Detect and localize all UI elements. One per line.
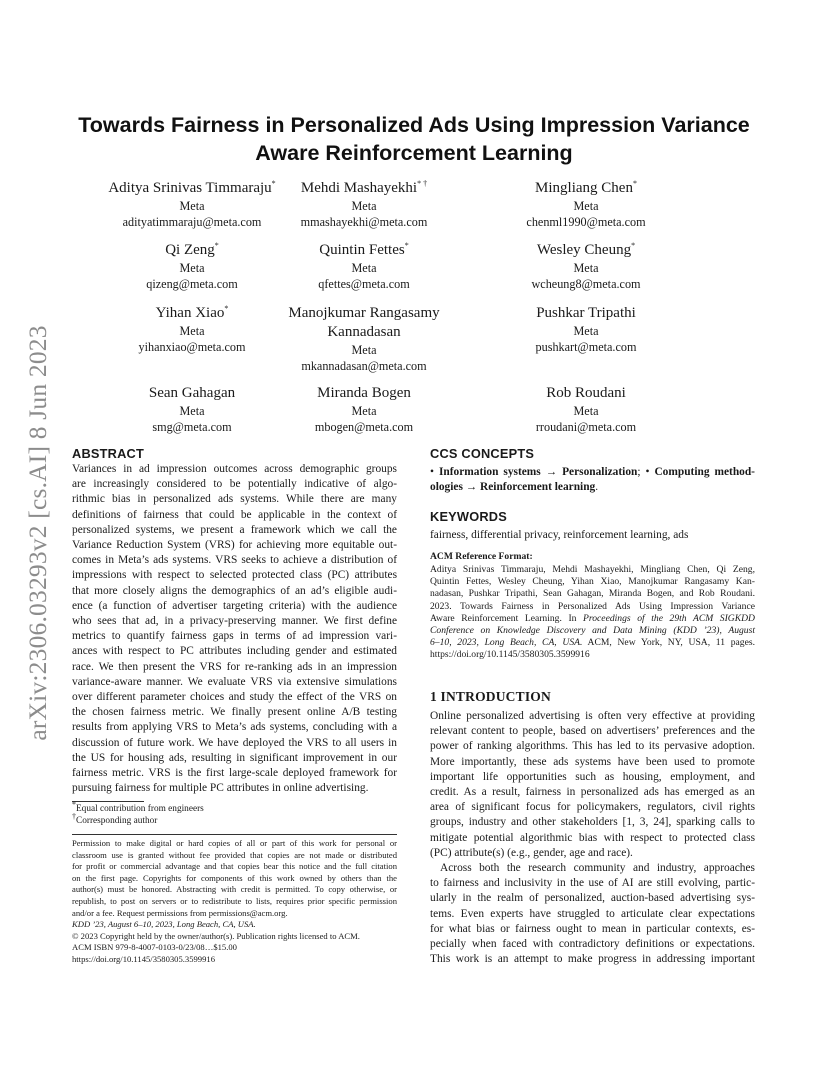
intro-line: groups, industry and other stakeholders [1, 3, 24], sparking calls to — [430, 816, 755, 829]
author-affiliation: Meta — [573, 261, 599, 275]
author-affiliation: Meta — [573, 404, 599, 418]
acm-ref-line: 6–10, 2023, Long Beach, CA, USA. ACM, New York, NY, USA, 11 pages. — [430, 637, 755, 649]
permission-block — [72, 838, 397, 966]
author-affiliation: Meta — [351, 199, 377, 213]
abstract-line: variance-aware manner. We evaluate VRS via extensive simulations — [72, 675, 397, 688]
permission-isbn: ACM ISBN 979-8-4007-0103-0/23/08…$15.00 — [72, 942, 237, 953]
author-name: Yihan Xiao* — [155, 304, 229, 321]
ccs-heading: CCS CONCEPTS — [430, 446, 535, 461]
author-name: Wesley Cheung* — [536, 241, 636, 258]
acm-ref-line: nadasan, Pushkar Tripathi, Sean Gahagan, Miranda Bogen, and Rob Roudani. — [430, 588, 755, 600]
intro-line: credit. As a result, fairness in personalized ads has emerged as an — [430, 786, 755, 799]
permission-line: for profit or commercial advantage and that copies bear this notice and the full citation — [72, 861, 397, 872]
abstract-line: discussion of future work. We have deployed the VRS to all users in — [72, 736, 397, 749]
author-affiliation: Meta — [179, 199, 205, 213]
author-card — [466, 384, 706, 436]
permission-line: and/or a fee. Request permissions from permissions@acm.org. — [72, 907, 288, 918]
abstract-line: that more closely aligns the demographics of an ad’s eligible audi- — [72, 584, 397, 597]
author-card — [466, 304, 706, 356]
permission-line: republish, to post on servers or to redistribute to lists, requires prior specific permission — [72, 895, 397, 906]
author-affiliation: Meta — [179, 404, 205, 418]
introduction-body — [430, 709, 755, 967]
footnote-rule — [72, 801, 144, 802]
abstract-line: are increasingly considered to be potentially indicative of algo- — [72, 478, 397, 491]
ccs-reinforcement-learning[interactable]: Reinforcement learning — [480, 481, 596, 494]
author-name: Aditya Srinivas Timmaraju* — [108, 179, 276, 196]
ccs-computing-methodologies[interactable]: Computing method- — [654, 466, 755, 478]
ccs-line-2: ologies → Reinforcement learning. — [430, 481, 599, 494]
intro-line: important life opportunities such as housing, employment, and — [430, 770, 755, 783]
acm-ref-doi-link[interactable]: https://doi.org/10.1145/3580305.3599916 — [430, 649, 590, 661]
abstract-body — [72, 462, 397, 796]
author-affiliation: Meta — [573, 199, 599, 213]
author-name: Pushkar Tripathi — [536, 305, 636, 321]
keywords-text: fairness, differential privacy, reinforcement learning, ads — [430, 529, 689, 541]
ccs-body — [430, 465, 755, 495]
intro-line: relevant content to people, based on advertisers’ preferences and the — [430, 725, 755, 738]
abstract-line: who sees that ad, in a privacy-preserving manner. We first define — [72, 615, 397, 628]
permission-doi-link[interactable]: https://doi.org/10.1145/3580305.3599916 — [72, 953, 215, 964]
author-email[interactable]: yihanxiao@meta.com — [138, 340, 246, 355]
ccs-line-1: • Information systems → Personalization; • Computing method- — [430, 466, 755, 478]
author-name: Miranda Bogen — [317, 385, 411, 401]
abstract-line: ence (a function of advertiser targeting criteria) with the audience — [72, 599, 397, 612]
abstract-line: definitions of fairness that could be applicable in the context of — [72, 508, 397, 521]
abstract-line: race. We then present the VRS for re-ranking ads in an impression — [72, 660, 397, 673]
intro-line: to fairness and inclusivity in the use of AI are still evolving, partic- — [430, 877, 755, 890]
footnote-corresponding-text: Corresponding author — [76, 816, 158, 826]
abstract-line: fairness metric. VRS is the first large-scale deployed framework for — [72, 767, 397, 780]
author-card — [466, 241, 706, 293]
keywords-heading: KEYWORDS — [430, 509, 507, 524]
title-line-2: Aware Reinforcement Learning — [255, 141, 573, 165]
introduction-heading: 1 INTRODUCTION — [430, 689, 551, 704]
author-email[interactable]: wcheung8@meta.com — [531, 277, 641, 292]
author-email[interactable]: qfettes@meta.com — [318, 277, 410, 292]
permission-line: on the first page. Copyrights for components of this work owned by others than the — [72, 872, 397, 883]
intro-line: tems. Even experts have struggled to articulate clear expectations — [430, 907, 755, 920]
author-card — [244, 384, 484, 436]
permission-line: classroom use is granted without fee provided that copies are not made or distributed — [72, 849, 397, 860]
intro-line: area of significant focus for policymakers, regulators, civil rights — [430, 801, 755, 814]
author-affiliation: Meta — [179, 324, 205, 338]
ccs-information-systems[interactable]: Information systems — [438, 466, 541, 478]
abstract-line: personalized systems, we present a framework which we call the — [72, 523, 397, 536]
arxiv-identifier: arXiv:2306.03293v2 [cs.AI] 8 Jun 2023 — [23, 324, 52, 741]
author-email[interactable]: mbogen@meta.com — [314, 420, 414, 435]
author-card — [244, 179, 484, 231]
author-affiliation: Meta — [351, 343, 377, 357]
author-affiliation: Meta — [573, 324, 599, 338]
acm-ref-line: Quintin Fettes, Wesley Cheung, Yihan Xiao, Manojkumar Rangasamy Kan- — [430, 576, 755, 588]
author-name: Manojkumar Rangasamy — [288, 305, 440, 321]
permission-line: Permission to make digital or hard copies of all or part of this work for personal or — [72, 838, 397, 848]
intro-line: More importantly, these ads systems have been used to promote — [430, 755, 755, 768]
intro-line: mitigate potential algorithmic bias with respect to protected class — [430, 831, 755, 844]
abstract-line: impressions with respect to selected protected class (PC) attributes — [72, 569, 397, 582]
abstract-line: ances with respect to PC attributes including gender and estimated — [72, 645, 397, 658]
author-card — [244, 241, 484, 293]
acm-ref-line: 2023. Towards Fairness in Personalized Ads Using Impression Variance — [430, 600, 755, 612]
author-email[interactable]: mmashayekhi@meta.com — [300, 215, 428, 230]
author-name-continued: Kannadasan — [327, 324, 401, 340]
abstract-line: Variance Reduction System (VRS) for achieving more equitable out- — [72, 539, 397, 552]
author-card — [244, 304, 484, 375]
permission-line: author(s) must be honored. Abstracting with credit is permitted. To copy otherwise, or — [72, 884, 397, 895]
abstract-heading: ABSTRACT — [72, 446, 144, 461]
acm-reference-heading: ACM Reference Format: — [430, 551, 533, 562]
abstract-line: pursuing fairness for multiple PC attributes in online advertising. — [72, 782, 369, 795]
author-email[interactable]: adityatimmaraju@meta.com — [122, 215, 262, 230]
acm-ref-line: Conference on Knowledge Discovery and Data Mining (KDD ’23), August — [430, 625, 755, 637]
intro-line: pecially when faced with contradictory definitions or expectations. — [430, 938, 755, 951]
author-email[interactable]: qizeng@meta.com — [146, 277, 238, 292]
intro-line: ularly in the realm of personalized, auction-based advertising sys- — [430, 892, 755, 905]
ccs-personalization[interactable]: Personalization — [562, 466, 638, 478]
intro-line: power of ranking algorithms. This has led to its pervasive adoption. — [430, 740, 755, 753]
author-name: Sean Gahagan — [148, 385, 236, 401]
abstract-line: over different parameter choices and study the effect of the VRS on — [72, 691, 397, 704]
author-email[interactable]: smg@meta.com — [152, 420, 232, 435]
abstract-line: the US for housing ads, resulting in significant improvement in our — [72, 751, 397, 764]
intro-line: (PC) attribute(s) (e.g., gender, age and race). — [430, 846, 633, 859]
paper-title — [50, 111, 778, 167]
acm-ref-line: Aditya Srinivas Timmaraju, Mehdi Mashayekhi, Mingliang Chen, Qi Zeng, — [430, 564, 755, 575]
title-line-1: Towards Fairness in Personalized Ads Using Impression Variance — [78, 113, 750, 137]
permission-venue: KDD ’23, August 6–10, 2023, Long Beach, CA, USA. — [72, 919, 256, 930]
intro-line: Across both the research community and industry, approaches — [440, 862, 755, 875]
abstract-line: Variances in ad impression outcomes across demographic groups — [72, 463, 397, 475]
intro-line: This work is an attempt to make progress in addressing important — [430, 953, 755, 966]
acm-ref-line: Aware Reinforcement Learning. In Proceedings of the 29th ACM SIGKDD — [430, 612, 755, 624]
intro-line: Online personalized advertising is often very effective at providing — [430, 710, 755, 722]
author-name: Qi Zeng* — [165, 241, 219, 258]
footnote-mark-star: * — [72, 799, 76, 809]
author-email[interactable]: rroudani@meta.com — [535, 420, 637, 435]
footnote-equal-text: Equal contribution from engineers — [76, 804, 204, 814]
footnote-mark-dagger: † — [72, 811, 76, 821]
acm-reference-body — [430, 564, 755, 662]
author-name: Quintin Fettes* — [319, 241, 409, 258]
abstract-line: the chosen fairness metric. We finally present online A/B testing — [72, 706, 397, 719]
author-email[interactable]: chenml1990@meta.com — [526, 215, 646, 230]
footnote-corresponding — [72, 811, 158, 827]
footnote-equal-contribution — [72, 799, 204, 815]
author-affiliation: Meta — [351, 404, 377, 418]
author-name: Rob Roudani — [546, 385, 626, 401]
permission-rule — [72, 834, 397, 835]
abstract-line: metrics to quantify fairness gaps in terms of ad impression vari- — [72, 630, 397, 643]
author-affiliation: Meta — [351, 261, 377, 275]
abstract-line: comes in Meta’s ads systems. VRS seeks to achieve a distribution of — [72, 554, 397, 567]
intro-line: for what bias or fairness ought to mean in particular contexts, es- — [430, 922, 755, 935]
author-card — [466, 179, 706, 231]
author-email[interactable]: pushkart@meta.com — [535, 340, 637, 355]
arxiv-side-stamp — [20, 310, 56, 755]
author-name: Mingliang Chen* — [535, 179, 637, 196]
permission-copyright: © 2023 Copyright held by the owner/author(s). Publication rights licensed to ACM. — [72, 930, 360, 941]
author-email[interactable]: mkannadasan@meta.com — [301, 359, 427, 374]
abstract-line: rithmic bias in personalized ads systems. While there are many — [72, 493, 397, 506]
author-affiliation: Meta — [179, 261, 205, 275]
abstract-line: results from applying VRS to Meta’s ads systems, concluding with a — [72, 721, 397, 734]
author-name: Mehdi Mashayekhi* † — [300, 179, 428, 196]
